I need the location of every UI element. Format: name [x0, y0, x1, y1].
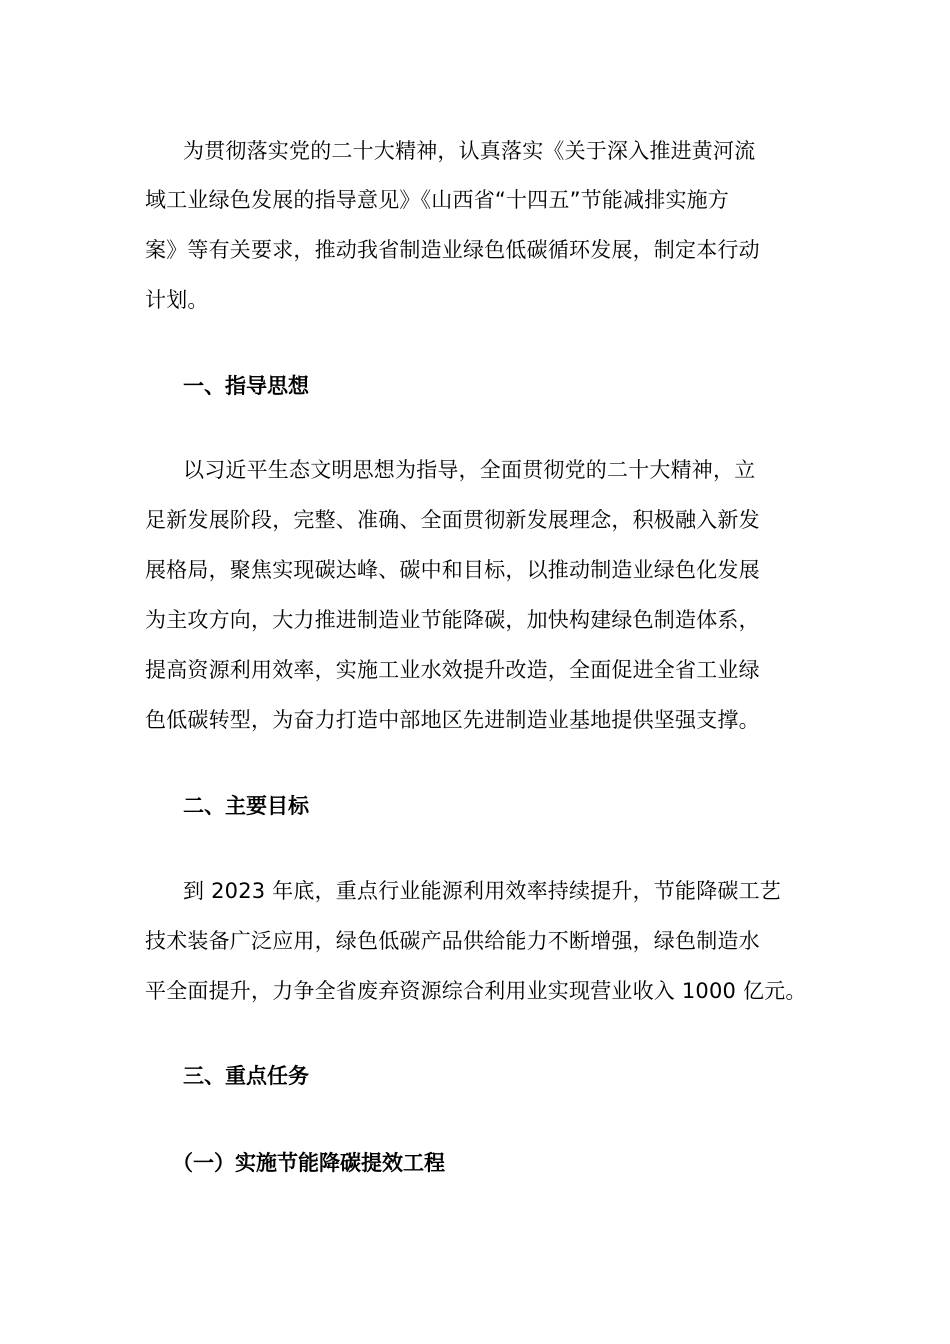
section2-line-1: 到 2023 年底，重点行业能源利用效率持续提升，节能降碳工艺 [183, 879, 781, 903]
section1-line-5: 提高资源利用效率，实施工业水效提升改造，全面促进全省工业绿 [145, 658, 760, 682]
section1-line-2: 足新发展阶段，完整、准确、全面贯彻新发展理念，积极融入新发 [145, 508, 760, 532]
section2-line-2: 技术装备广泛应用，绿色低碳产品供给能力不断增强，绿色制造水 [145, 929, 760, 953]
intro-line-4: 计划。 [145, 288, 209, 312]
section1-line-1: 以习近平生态文明思想为指导，全面贯彻党的二十大精神，立 [183, 458, 756, 482]
subsection-heading-energy-saving: （一）实施节能降碳提效工程 [172, 1151, 445, 1175]
section2-line-3: 平全面提升，力争全省废弃资源综合利用业实现营业收入 1000 亿元。 [145, 979, 807, 1003]
intro-line-3: 案》等有关要求，推动我省制造业绿色低碳循环发展，制定本行动 [145, 238, 760, 262]
section-heading-key-tasks: 三、重点任务 [183, 1064, 309, 1088]
section-heading-main-goals: 二、主要目标 [183, 794, 309, 818]
section1-line-4: 为主攻方向，大力推进制造业节能降碳，加快构建绿色制造体系， [145, 608, 760, 632]
section1-line-6: 色低碳转型，为奋力打造中部地区先进制造业基地提供坚强支撑。 [145, 708, 760, 732]
section1-line-3: 展格局，聚焦实现碳达峰、碳中和目标，以推动制造业绿色化发展 [145, 558, 760, 582]
intro-line-1: 为贯彻落实党的二十大精神，认真落实《关于深入推进黄河流 [183, 139, 756, 163]
intro-line-2: 域工业绿色发展的指导意见》《山西省“十四五”节能减排实施方 [145, 188, 730, 212]
section-heading-guiding-ideology: 一、指导思想 [183, 374, 309, 398]
